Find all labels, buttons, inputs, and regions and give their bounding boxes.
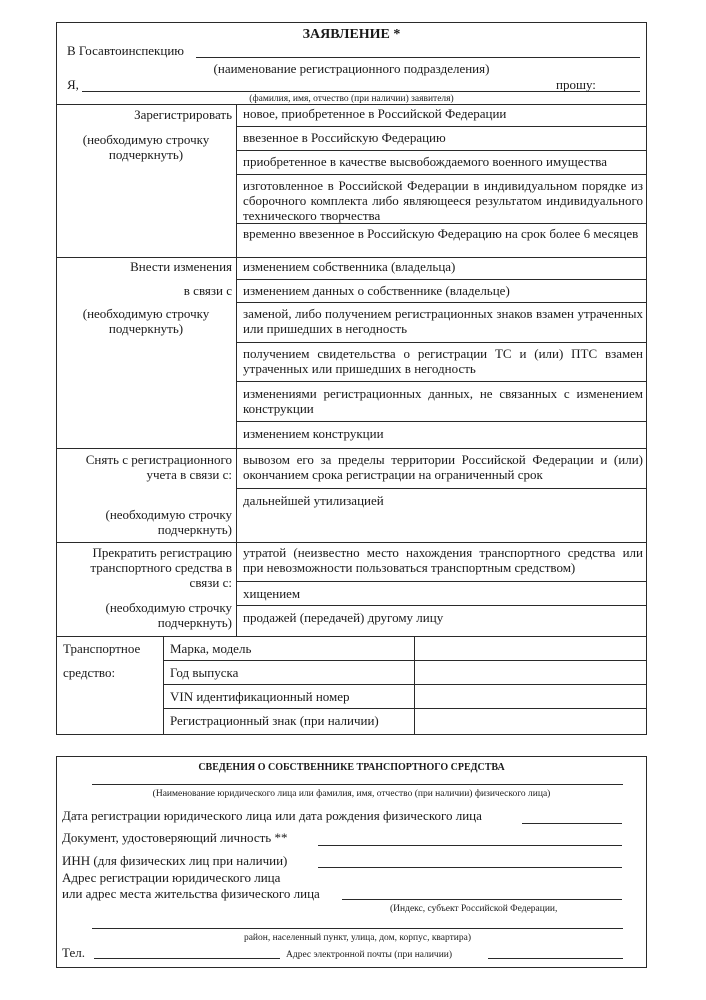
deregister-option-disposal[interactable]: дальнейшей утилизацией <box>243 493 384 508</box>
terminate-note: (необходимую строчку подчеркнуть) <box>105 600 232 630</box>
vehicle-plate-input[interactable] <box>415 709 646 733</box>
owner-name-line[interactable] <box>92 784 623 785</box>
changes-option-plates[interactable]: заменой, либо получением регистрационных знаков взамен утраченных или пришедших в негодность <box>243 306 643 336</box>
register-option-custom[interactable]: изготовленное в Российской Федерации в индивидуальном порядке из сборочного комплекта либо являющееся результатом индивидуального технического творчества <box>243 178 643 223</box>
changes-option-reg-data[interactable]: изменениями регистрационных данных, не связанных с изменением конструкции <box>243 386 643 416</box>
owner-addr-caption-1: (Индекс, субъект Российской Федерации, <box>390 904 558 914</box>
to-label: В Госавтоинспекцию <box>67 43 184 58</box>
register-option-military[interactable]: приобретенное в качестве высвобождаемого военного имущества <box>243 154 607 169</box>
owner-email-caption: Адрес электронной почты (при наличии) <box>286 950 453 960</box>
terminate-label: Прекратить регистрацию транспортного средства в связи с: <box>90 545 232 590</box>
to-caption: (наименование регистрационного подразделения) <box>213 61 490 76</box>
vehicle-label-2: средство: <box>63 665 116 680</box>
owner-email-line[interactable] <box>488 958 623 959</box>
owner-addr-label-2: или адрес места жительства физического лица <box>62 886 320 901</box>
owner-inn-line[interactable] <box>318 867 622 868</box>
owner-tel-label: Тел. <box>62 945 85 960</box>
to-field-line[interactable] <box>196 57 640 58</box>
vehicle-field-make: Марка, модель <box>170 641 252 656</box>
owner-addr-line-2[interactable] <box>92 928 623 929</box>
owner-addr-label-1: Адрес регистрации юридического лица <box>62 870 281 885</box>
deregister-label: Снять с регистрационного учета в связи с: <box>85 452 232 482</box>
owner-doc-line[interactable] <box>318 845 622 846</box>
deregister-note: (необходимую строчку подчеркнуть) <box>105 507 232 537</box>
owner-tel-line[interactable] <box>94 958 280 959</box>
terminate-option-theft[interactable]: хищением <box>243 586 301 601</box>
terminate-option-lost[interactable]: утратой (неизвестно место нахождения транспортного средства или при невозможности пользоваться транспортным средством) <box>243 545 643 575</box>
owner-date-label: Дата регистрации юридического лица или дата рождения физического лица <box>62 808 482 823</box>
changes-option-construction[interactable]: изменением конструкции <box>243 426 384 441</box>
register-option-temporary[interactable]: временно ввезенное в Российскую Федерацию на срок более 6 месяцев <box>243 226 639 241</box>
vehicle-field-plate: Регистрационный знак (при наличии) <box>170 713 379 728</box>
changes-option-owner[interactable]: изменением собственника (владельца) <box>243 259 456 274</box>
vehicle-field-vin: VIN идентификационный номер <box>170 689 350 704</box>
deregister-option-export[interactable]: вывозом его за пределы территории Российской Федерации и (или) окончанием срока регистрации на ограниченный срок <box>243 452 643 482</box>
owner-title: СВЕДЕНИЯ О СОБСТВЕННИКЕ ТРАНСПОРТНОГО СРЕДСТВА <box>198 762 505 773</box>
owner-doc-label: Документ, удостоверяющий личность ** <box>62 830 288 845</box>
changes-label-2: в связи с <box>183 283 232 298</box>
vehicle-year-input[interactable] <box>415 661 646 684</box>
vehicle-field-year: Год выпуска <box>170 665 239 680</box>
form-title: ЗАЯВЛЕНИЕ * <box>302 27 401 42</box>
changes-option-certificate[interactable]: получением свидетельства о регистрации ТС и (или) ПТС взамен утраченных или пришедших в негодность <box>243 346 643 376</box>
vehicle-make-input[interactable] <box>415 637 646 660</box>
vehicle-vin-input[interactable] <box>415 685 646 708</box>
vehicle-label-1: Транспортное <box>63 641 141 656</box>
applicant-name-caption: (фамилия, имя, отчество (при наличии) заявителя) <box>249 94 454 104</box>
terminate-option-sold[interactable]: продажей (передачей) другому лицу <box>243 610 444 625</box>
register-label: Зарегистрировать <box>134 107 232 122</box>
changes-label: Внести изменения <box>130 259 232 274</box>
register-option-imported[interactable]: ввезенное в Российскую Федерацию <box>243 130 446 145</box>
i-label: Я, <box>67 77 79 92</box>
register-note: (необходимую строчку подчеркнуть) <box>82 132 210 162</box>
ask-label: прошу: <box>556 77 596 92</box>
changes-option-owner-data[interactable]: изменением данных о собственнике (владельце) <box>243 283 510 298</box>
register-option-new[interactable]: новое, приобретенное в Российской Федерации <box>243 106 507 121</box>
owner-name-caption: (Наименование юридического лица или фамилия, имя, отчество (при наличии) физического лица) <box>152 789 551 799</box>
owner-addr-line[interactable] <box>342 899 622 900</box>
owner-date-line[interactable] <box>522 823 622 824</box>
owner-inn-label: ИНН (для физических лиц при наличии) <box>62 853 288 868</box>
owner-addr-caption-2: район, населенный пункт, улица, дом, корпус, квартира) <box>243 933 472 943</box>
changes-note: (необходимую строчку подчеркнуть) <box>82 306 210 336</box>
